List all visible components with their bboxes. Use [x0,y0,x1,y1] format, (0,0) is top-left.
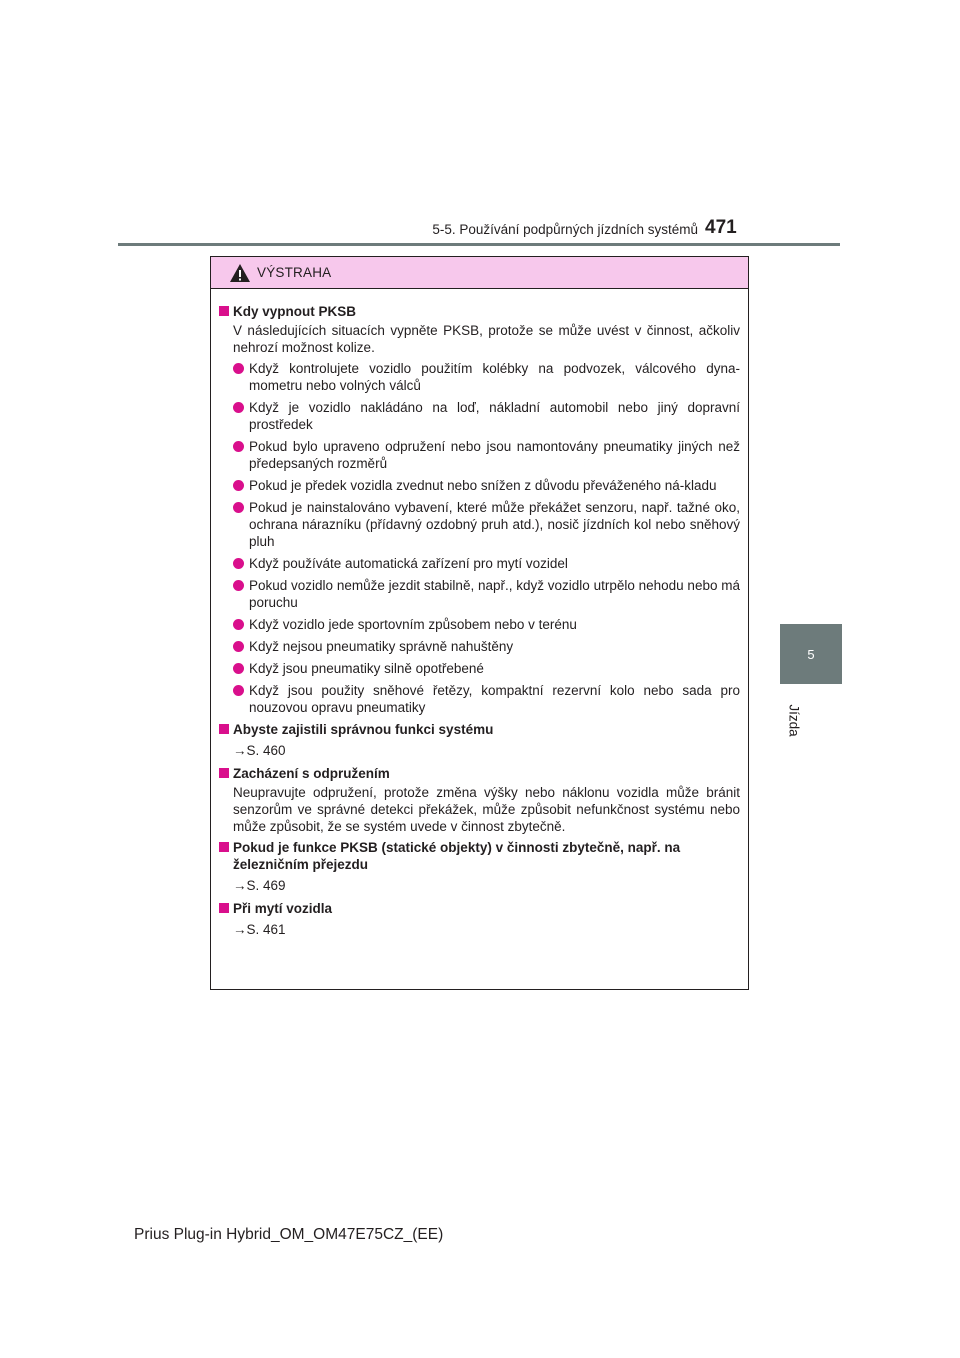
square-bullet-icon [219,306,229,316]
round-bullet-icon [233,663,244,674]
list-item [233,638,740,655]
list-item-text: Když jsou pneumatiky silně opotřebené [249,661,484,676]
round-bullet-icon [233,480,244,491]
page-reference: →S. 460 [233,743,286,758]
round-bullet-icon [233,441,244,452]
warning-body [211,289,748,938]
list-item [233,555,740,572]
section-text: Neupravujte odpružení, protože změna výšky nebo náklonu vozidla může bránit senzorům ve správné detekci překážek, může způsobit nefunkčnost systému nebo může způsobit, že se systém uvede v činnost zbytečně. [233,785,740,834]
chapter-tab [780,624,842,684]
round-bullet-icon [233,502,244,513]
list-item [233,360,740,394]
square-bullet-icon [219,903,229,913]
square-bullet-icon [219,842,229,852]
list-item-text: Když používáte automatická zařízení pro mytí vozidel [249,556,568,571]
section-heading-text: Při mytí vozidla [233,901,333,916]
chapter-label-text: Jízda [786,703,802,737]
chapter-number: 5 [807,646,815,662]
list-item [233,660,740,677]
list-item [233,477,740,494]
list-item [233,616,740,633]
list-item-text: Pokud je nainstalováno vybavení, které může překážet senzoru, např. tažné oko, ochrana nárazníku (přídavný ozdobný pruh atd.), nosič jízdních kol nebo sněhový pluh [249,500,740,549]
section-heading-text: Abyste zajistili správnou funkci systému [233,722,494,737]
list-item [233,577,740,611]
section-heading [219,765,740,782]
square-bullet-icon [219,724,229,734]
page-number: 471 [705,217,737,238]
section-heading-text: Zacházení s odpružením [233,766,390,781]
round-bullet-icon [233,580,244,591]
square-bullet-icon [219,768,229,778]
round-bullet-icon [233,558,244,569]
chapter-label [780,690,808,750]
warning-triangle-icon [229,263,251,283]
list-item-text: Když je vozidlo nakládáno na loď, nákladní automobil nebo jiný dopravní prostředek [249,400,740,432]
warning-title: VÝSTRAHA [257,265,332,280]
section-title: 5-5. Používání podpůrných jízdních systémů [432,222,698,237]
list-item-text: Když kontrolujete vozidlo použitím kolébky na podvozek, válcového dyna-mometru nebo volných válců [249,361,740,393]
section-heading [219,839,740,873]
section-heading-text: Kdy vypnout PKSB [233,304,357,319]
section-text: V následujících situacích vypněte PKSB, protože se může uvést v činnost, ačkoliv nehrozí možnost kolize. [233,323,740,355]
list-item-text: Pokud vozidlo nemůže jezdit stabilně, např., když vozidlo utrpělo nehodu nebo má poruchu [249,578,740,610]
footer-document-code: Prius Plug-in Hybrid_OM_OM47E75CZ_(EE) [134,1226,444,1243]
round-bullet-icon [233,363,244,374]
section-heading [219,900,740,917]
page-reference: →S. 469 [233,878,286,893]
list-item-text: Když vozidlo jede sportovním způsobem nebo v terénu [249,617,577,632]
list-item-text: Pokud bylo upraveno odpružení nebo jsou namontovány pneumatiky jiných než předepsaných rozměrů [249,439,740,471]
round-bullet-icon [233,641,244,652]
section-heading-text: Pokud je funkce PKSB (statické objekty) v činnosti zbytečně, např. na železničním přejezdu [233,840,681,872]
header-rule [118,243,840,246]
round-bullet-icon [233,619,244,630]
warning-header [211,257,748,289]
round-bullet-icon [233,685,244,696]
round-bullet-icon [233,402,244,413]
section-heading [219,721,740,738]
list-item-text: Když jsou použity sněhové řetězy, kompaktní rezervní kolo nebo sada pro nouzovou opravu pneumatiky [249,683,740,715]
list-item [233,499,740,550]
list-item [233,682,740,716]
page-reference: →S. 461 [233,922,286,937]
section-heading [219,303,740,320]
list-item [233,399,740,433]
list-item [233,438,740,472]
list-item-text: Když nejsou pneumatiky správně nahuštěny [249,639,514,654]
list-item-text: Pokud je předek vozidla zvednut nebo snížen z důvodu převáženého ná-kladu [249,478,717,493]
warning-box [210,256,749,990]
